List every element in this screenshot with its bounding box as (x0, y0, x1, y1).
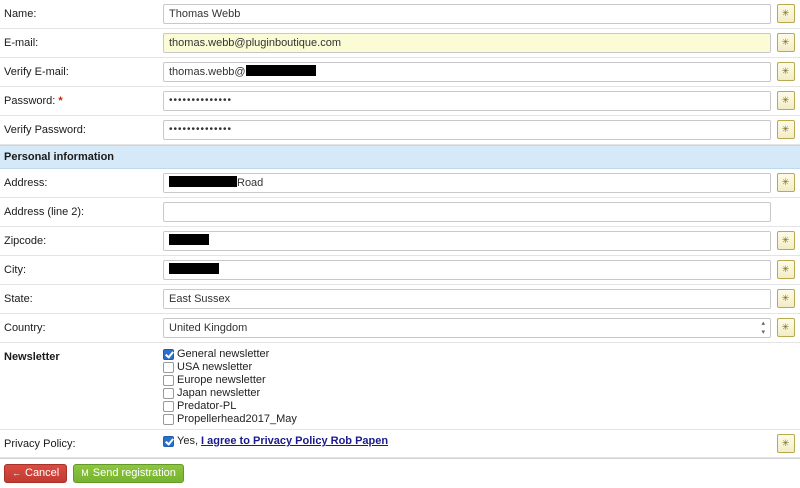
country-select[interactable] (163, 318, 771, 338)
redaction-bar (169, 176, 237, 187)
cancel-button[interactable] (4, 464, 67, 483)
label-zipcode: Zipcode: (4, 235, 47, 247)
address-line-2-input[interactable] (163, 202, 771, 222)
verify-email-value: thomas.webb@ (169, 66, 246, 78)
form-row-zipcode (0, 227, 800, 256)
cancel-button-label: Cancel (25, 467, 60, 479)
field-privacy-policy (163, 430, 771, 451)
row-action-newsletter (771, 343, 800, 347)
form-row-newsletter (0, 343, 800, 430)
asterisk-icon[interactable]: ✳ (777, 260, 795, 279)
arrow-left-icon: ← (12, 468, 21, 478)
asterisk-icon[interactable]: ✳ (777, 33, 795, 52)
row-action-state (771, 285, 800, 308)
asterisk-icon[interactable]: ✳ (777, 4, 795, 23)
field-email (163, 29, 771, 57)
label-password (0, 87, 163, 114)
password-input[interactable]: •••••••••••••• (163, 91, 771, 111)
send-registration-button[interactable] (73, 464, 184, 483)
checkbox-icon[interactable] (163, 349, 174, 360)
asterisk-icon[interactable]: ✳ (777, 289, 795, 308)
redaction-bar (169, 263, 219, 274)
label-newsletter: Newsletter (4, 351, 60, 363)
form-row-country (0, 314, 800, 343)
privacy-policy-link[interactable]: I agree to Privacy Policy Rob Papen (201, 435, 389, 447)
label-verify-password: Verify Password: (4, 124, 86, 136)
newsletter-option[interactable] (163, 387, 297, 399)
privacy-policy-checkbox-row[interactable] (163, 435, 388, 447)
form-row-privacy-policy (0, 430, 800, 458)
section-header-personal-information: Personal information (0, 145, 800, 169)
field-zipcode (163, 227, 771, 255)
checkbox-icon[interactable] (163, 436, 174, 447)
field-city (163, 256, 771, 284)
newsletter-option-label: Propellerhead2017_May (177, 413, 297, 425)
required-marker: * (58, 95, 63, 107)
privacy-policy-text: Yes, (177, 435, 199, 447)
row-action-city (771, 256, 800, 279)
form-row-city (0, 256, 800, 285)
field-password (163, 87, 771, 115)
form-row-name (0, 0, 800, 29)
row-action-verify-password (771, 116, 800, 139)
verify-email-input[interactable] (163, 62, 771, 82)
checkbox-icon[interactable] (163, 414, 174, 425)
asterisk-icon[interactable]: ✳ (777, 231, 795, 250)
label-privacy-policy: Privacy Policy: (4, 438, 76, 450)
newsletter-option-label: USA newsletter (177, 361, 253, 373)
name-input[interactable]: Thomas Webb (163, 4, 771, 24)
row-action-name (771, 0, 800, 23)
newsletter-option[interactable] (163, 400, 297, 412)
asterisk-icon[interactable]: ✳ (777, 62, 795, 81)
newsletter-checkbox-list (163, 347, 297, 425)
row-action-zipcode (771, 227, 800, 250)
label-country: Country: (4, 322, 46, 334)
form-row-email (0, 29, 800, 58)
form-row-address (0, 169, 800, 198)
asterisk-icon[interactable]: ✳ (777, 120, 795, 139)
redaction-bar (169, 234, 209, 245)
newsletter-option-label: General newsletter (177, 348, 270, 360)
asterisk-icon[interactable]: ✳ (777, 318, 795, 337)
chevron-updown-icon: ▴ ▾ (761, 320, 765, 336)
label-verify-email: Verify E-mail: (4, 66, 69, 78)
form-row-state (0, 285, 800, 314)
state-input[interactable]: East Sussex (163, 289, 771, 309)
form-row-password (0, 87, 800, 116)
row-action-address-line-2 (771, 198, 800, 202)
field-address-line-2 (163, 198, 771, 226)
asterisk-icon[interactable]: ✳ (777, 434, 795, 453)
row-action-country (771, 314, 800, 337)
row-action-privacy-policy (771, 430, 800, 453)
newsletter-option-label: Japan newsletter (177, 387, 261, 399)
newsletter-option[interactable] (163, 374, 297, 386)
email-input[interactable]: thomas.webb@pluginboutique.com (163, 33, 771, 53)
asterisk-icon[interactable]: ✳ (777, 173, 795, 192)
redaction-bar (246, 65, 316, 76)
envelope-icon: M (81, 468, 89, 478)
checkbox-icon[interactable] (163, 375, 174, 386)
label-email: E-mail: (4, 37, 39, 49)
country-selected-value: United Kingdom (169, 322, 248, 334)
newsletter-option-label: Europe newsletter (177, 374, 266, 386)
verify-password-input[interactable]: •••••••••••••• (163, 120, 771, 140)
asterisk-icon[interactable]: ✳ (777, 91, 795, 110)
row-action-email (771, 29, 800, 52)
label-city: City: (4, 264, 26, 276)
send-registration-button-label: Send registration (92, 467, 176, 479)
row-action-password (771, 87, 800, 110)
zipcode-input[interactable] (163, 231, 771, 251)
row-action-address (771, 169, 800, 192)
label-password-text: Password: (4, 95, 56, 107)
address-value: Road (237, 177, 264, 189)
form-row-verify-password (0, 116, 800, 145)
label-address-line-2: Address (line 2): (4, 206, 85, 218)
newsletter-option[interactable] (163, 361, 297, 373)
checkbox-icon[interactable] (163, 388, 174, 399)
newsletter-option-label: Predator-PL (177, 400, 237, 412)
row-action-verify-email (771, 58, 800, 81)
checkbox-icon[interactable] (163, 362, 174, 373)
label-name: Name: (4, 8, 37, 20)
form-footer (0, 458, 800, 488)
label-address: Address: (4, 177, 48, 189)
form-row-address-line-2 (0, 198, 800, 227)
field-newsletter (163, 343, 771, 429)
city-input[interactable] (163, 260, 771, 280)
field-verify-password (163, 116, 771, 144)
field-country (163, 314, 771, 342)
newsletter-option[interactable] (163, 413, 297, 425)
field-name (163, 0, 771, 28)
form-row-verify-email (0, 58, 800, 87)
checkbox-icon[interactable] (163, 401, 174, 412)
field-verify-email (163, 58, 771, 86)
address-input[interactable] (163, 173, 771, 193)
field-address (163, 169, 771, 197)
field-state (163, 285, 771, 313)
newsletter-option[interactable] (163, 348, 297, 360)
label-state: State: (4, 293, 33, 305)
